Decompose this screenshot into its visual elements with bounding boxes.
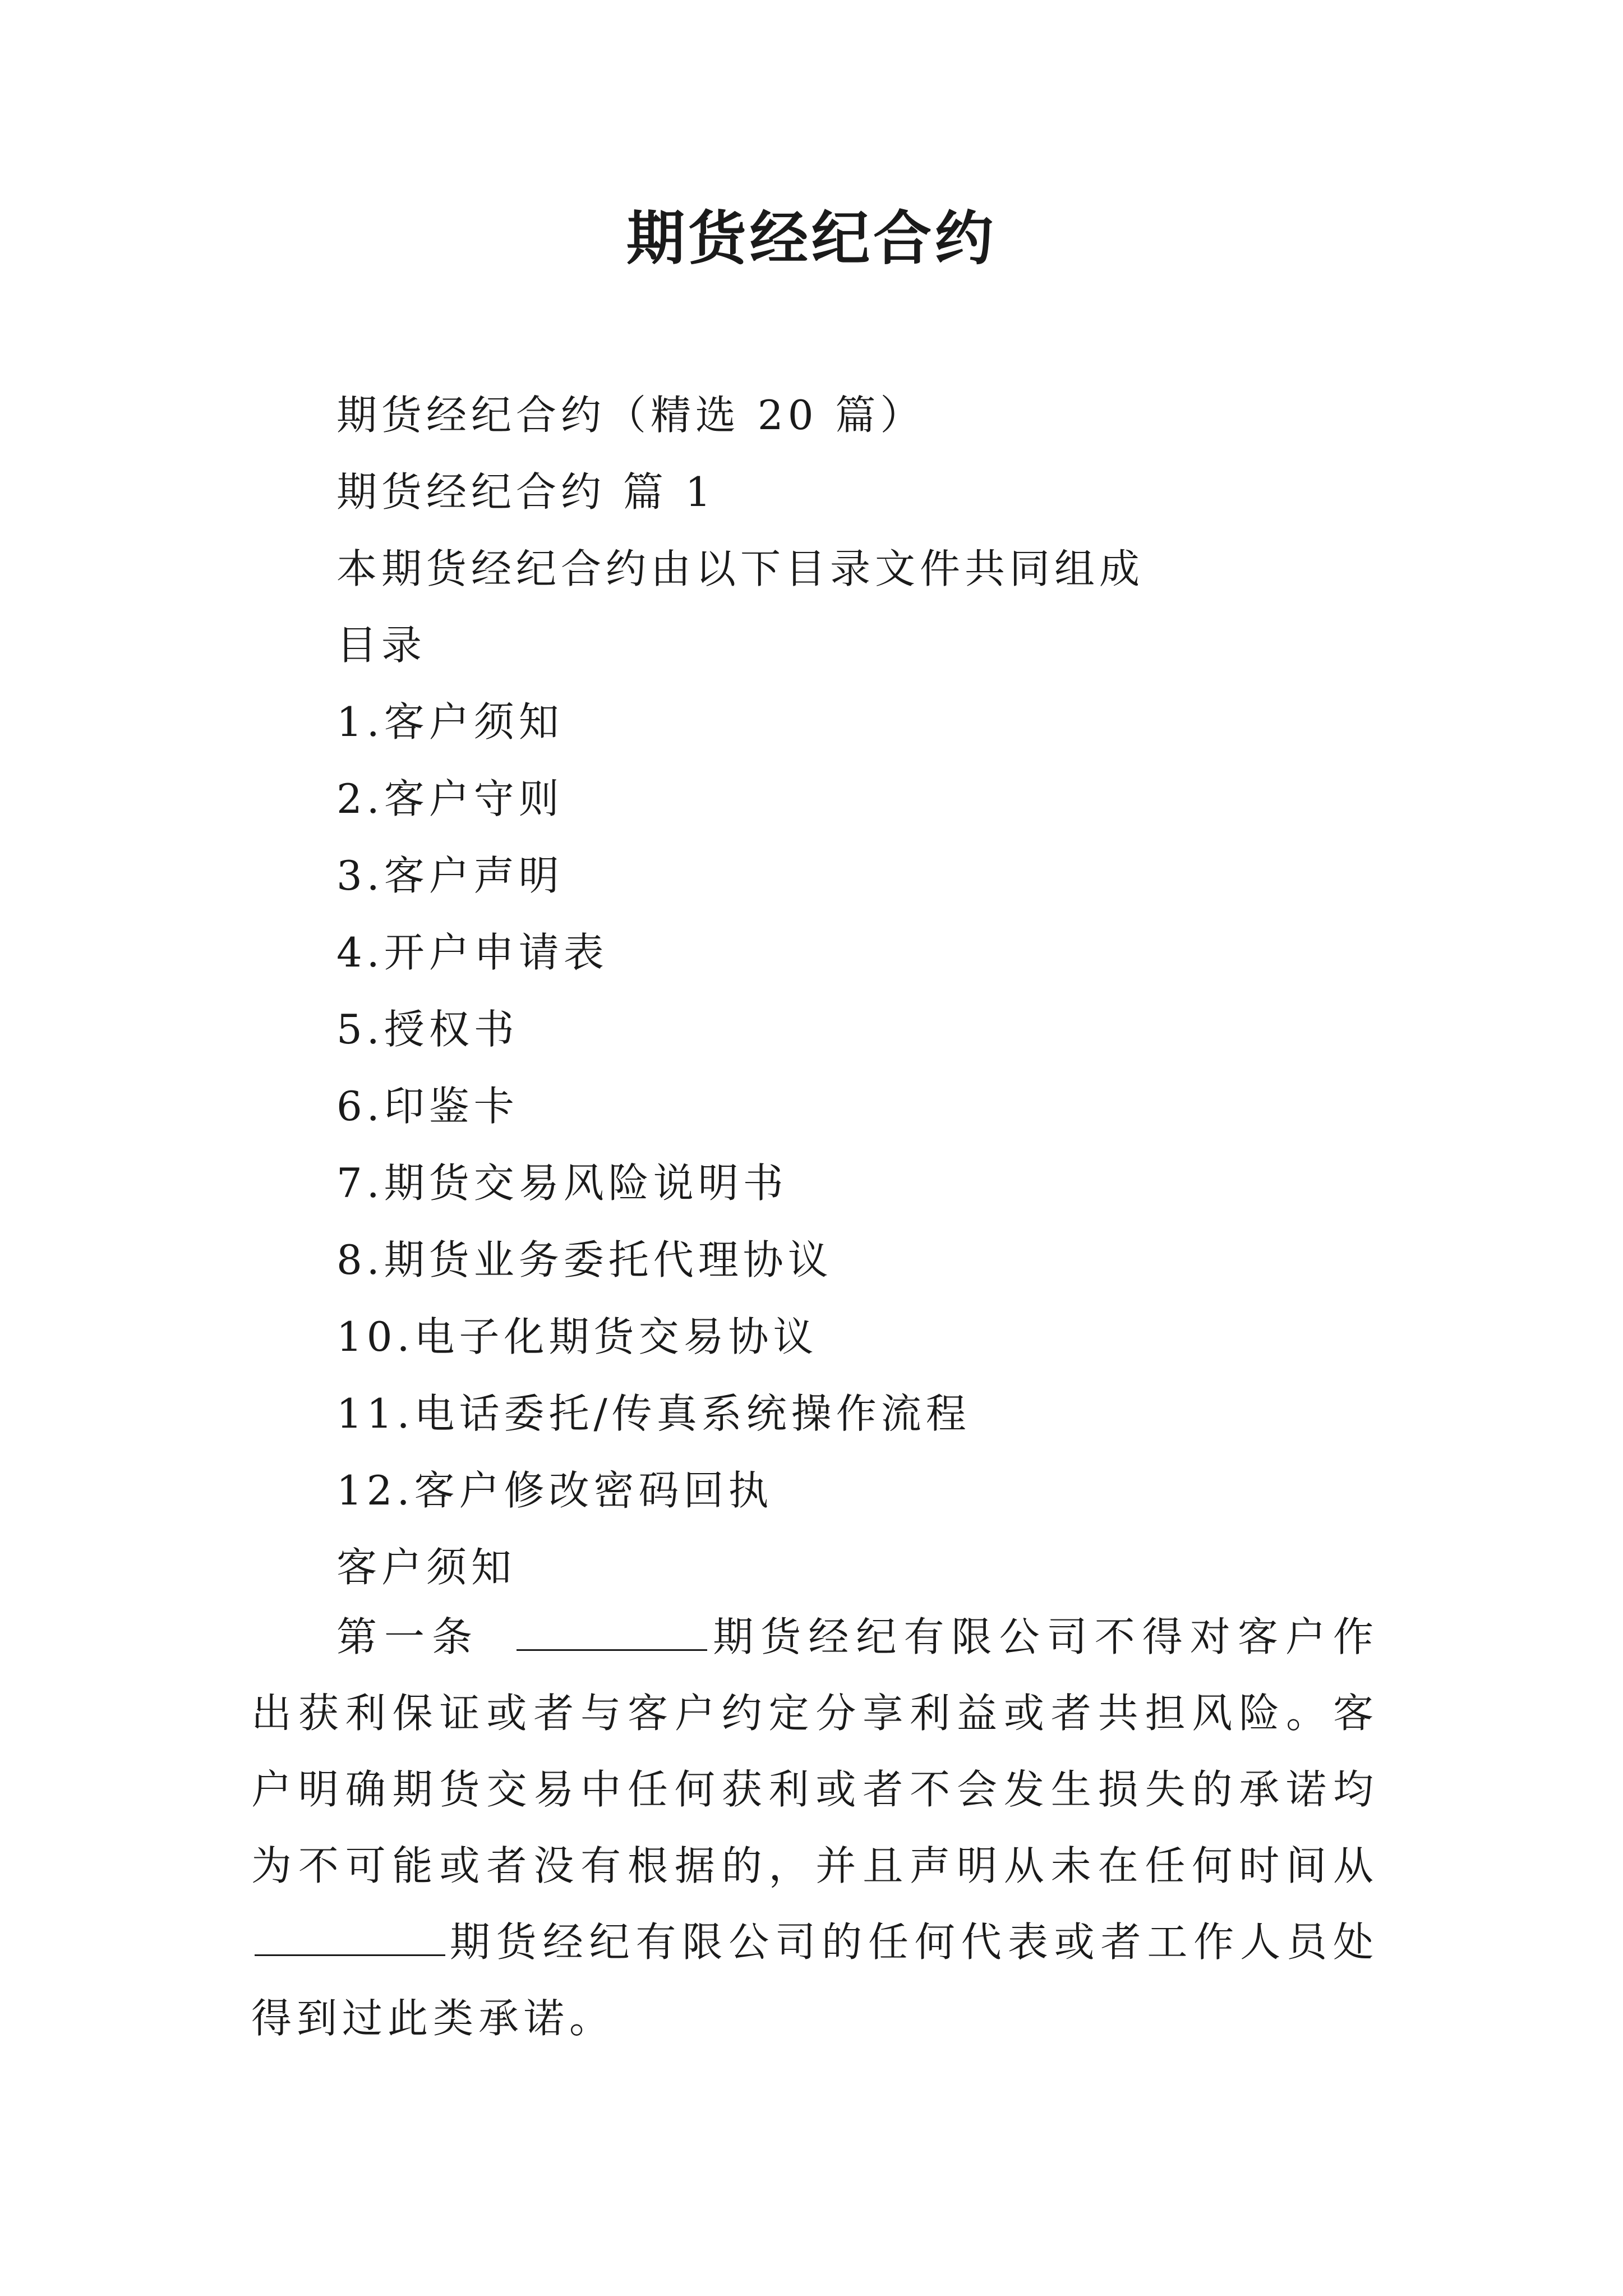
toc-item: 7.期货交易风险说明书 — [336, 1159, 788, 1207]
document-title: 期货经纪合约 — [626, 204, 997, 273]
toc-item: 11.电话委托/传真系统操作流程 — [336, 1390, 971, 1437]
toc-item: 8.期货业务委托代理协议 — [336, 1236, 833, 1283]
article-one-paragraph — [251, 1599, 1378, 2056]
toc-item: 1.客户须知 — [336, 698, 564, 746]
toc-heading: 目录 — [336, 622, 427, 669]
customer-notice-heading: 客户须知 — [336, 1544, 517, 1591]
article-one-text-part1: 期货经纪有限公司不得对客户作出获利保证或者与客户约定分享利益或者共担风险。客户明确期货交易中任何获利或者不会发生损失的承诺均为不可能或者没有根据的，并且声明从未在任何时间从 — [251, 1613, 1378, 1889]
toc-item: 4.开户申请表 — [336, 929, 608, 976]
toc-item: 5.授权书 — [336, 1006, 519, 1053]
toc-item: 10.电子化期货交易协议 — [336, 1313, 818, 1360]
toc-item: 3.客户声明 — [336, 852, 564, 899]
blank-company-field — [255, 1917, 445, 1956]
toc-item: 6.印鉴卡 — [336, 1083, 519, 1130]
article-one-label: 第一条 — [336, 1613, 480, 1660]
document-subtitle: 期货经纪合约（精选 20 篇） — [336, 392, 925, 439]
toc-item: 2.客户守则 — [336, 775, 564, 822]
intro-text: 本期货经纪合约由以下目录文件共同组成 — [336, 545, 1145, 592]
section-heading: 期货经纪合约 篇 1 — [336, 468, 716, 516]
article-one-text-part2: 期货经纪有限公司的任何代表或者工作人员处得到过此类承诺。 — [251, 1918, 1378, 2042]
toc-item: 12.客户修改密码回执 — [336, 1467, 773, 1514]
blank-company-field — [517, 1612, 707, 1651]
